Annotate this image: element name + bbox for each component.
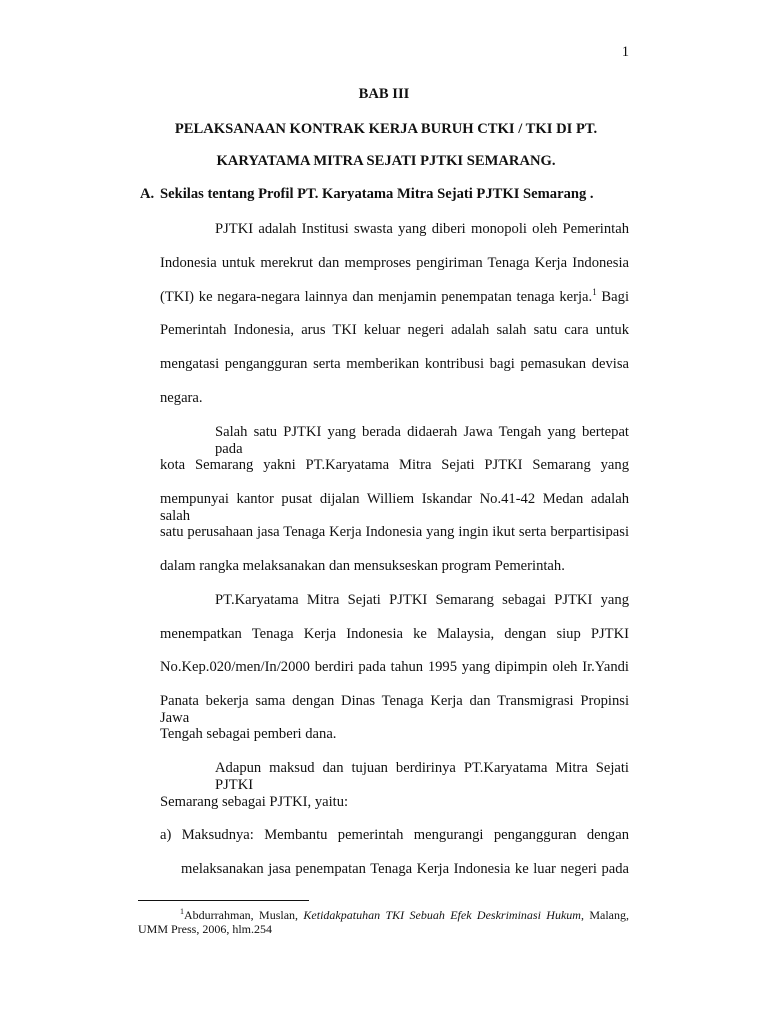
text-line: Salah satu PJTKI yang berada didaerah Jawa Tengah yang bertepat pada [215,424,629,457]
text-line: satu perusahaan jasa Tenaga Kerja Indonesia yang ingin ikut serta berpartisipasi [160,524,629,540]
text-line: No.Kep.020/men/In/2000 berdiri pada tahun 1995 yang dipimpin oleh Ir.Yandi [160,659,629,675]
footnote-line-2: UMM Press, 2006, hlm.254 [138,922,273,936]
text-line: kota Semarang yakni PT.Karyatama Mitra Sejati PJTKI Semarang yang [160,457,629,473]
footnote-tail: , Malang, [580,908,629,922]
footnote-author: Abdurrahman, Muslan, [184,908,304,922]
section-title: Sekilas tentang Profil PT. Karyatama Mitra Sejati PJTKI Semarang . [160,186,594,202]
footnote-line-1 [180,908,629,923]
text-line: Adapun maksud dan tujuan berdirinya PT.Karyatama Mitra Sejati PJTKI [215,760,629,793]
text-line [160,289,629,306]
text-line: mempunyai kantor pusat dijalan Williem Iskandar No.41-42 Medan adalah salah [160,491,629,524]
chapter-title: BAB III [358,86,410,102]
text-line: a) Maksudnya: Membantu pemerintah mengurangi pengangguran dengan [160,827,629,843]
footnote-work-title: Ketidakpatuhan TKI Sebuah Efek Deskriminasi Hukum [303,908,581,922]
chapter-subtitle-line-2: KARYATAMA MITRA SEJATI PJTKI SEMARANG. [216,153,556,169]
text-line: Semarang sebagai PJTKI, yaitu: [160,794,349,810]
text-segment: Bagi [596,289,629,305]
text-line: negara. [160,390,203,406]
text-line: PJTKI adalah Institusi swasta yang diberi monopoli oleh Pemerintah [215,221,629,237]
footnote-ref-1[interactable]: 1 [592,287,597,298]
footnote-rule [138,900,309,901]
text-line: Panata bekerja sama dengan Dinas Tenaga Kerja dan Transmigrasi Propinsi Jawa [160,693,629,726]
text-line: Pemerintah Indonesia, arus TKI keluar negeri adalah salah satu cara untuk [160,322,629,338]
chapter-subtitle-line-1: PELAKSANAAN KONTRAK KERJA BURUH CTKI / TKI DI PT. [174,121,598,137]
footnote-marker: 1 [180,907,184,916]
section-heading [140,186,594,203]
text-segment: (TKI) ke negara-negara lainnya dan menjamin penempatan tenaga kerja. [160,289,593,305]
text-line: menempatkan Tenaga Kerja Indonesia ke Malaysia, dengan siup PJTKI [160,626,629,642]
text-line: Indonesia untuk merekrut dan memproses pengiriman Tenaga Kerja Indonesia [160,255,629,271]
text-line: mengatasi pengangguran serta memberikan kontribusi bagi pemasukan devisa [160,356,629,372]
text-line: dalam rangka melaksanakan dan mensukseskan program Pemerintah. [160,558,565,574]
section-letter: A. [140,186,155,202]
text-line: melaksanakan jasa penempatan Tenaga Kerja Indonesia ke luar negeri pada [181,861,629,877]
text-line: Tengah sebagai pemberi dana. [160,726,337,742]
text-line: PT.Karyatama Mitra Sejati PJTKI Semarang sebagai PJTKI yang [215,592,629,608]
page-number: 1 [621,44,629,60]
